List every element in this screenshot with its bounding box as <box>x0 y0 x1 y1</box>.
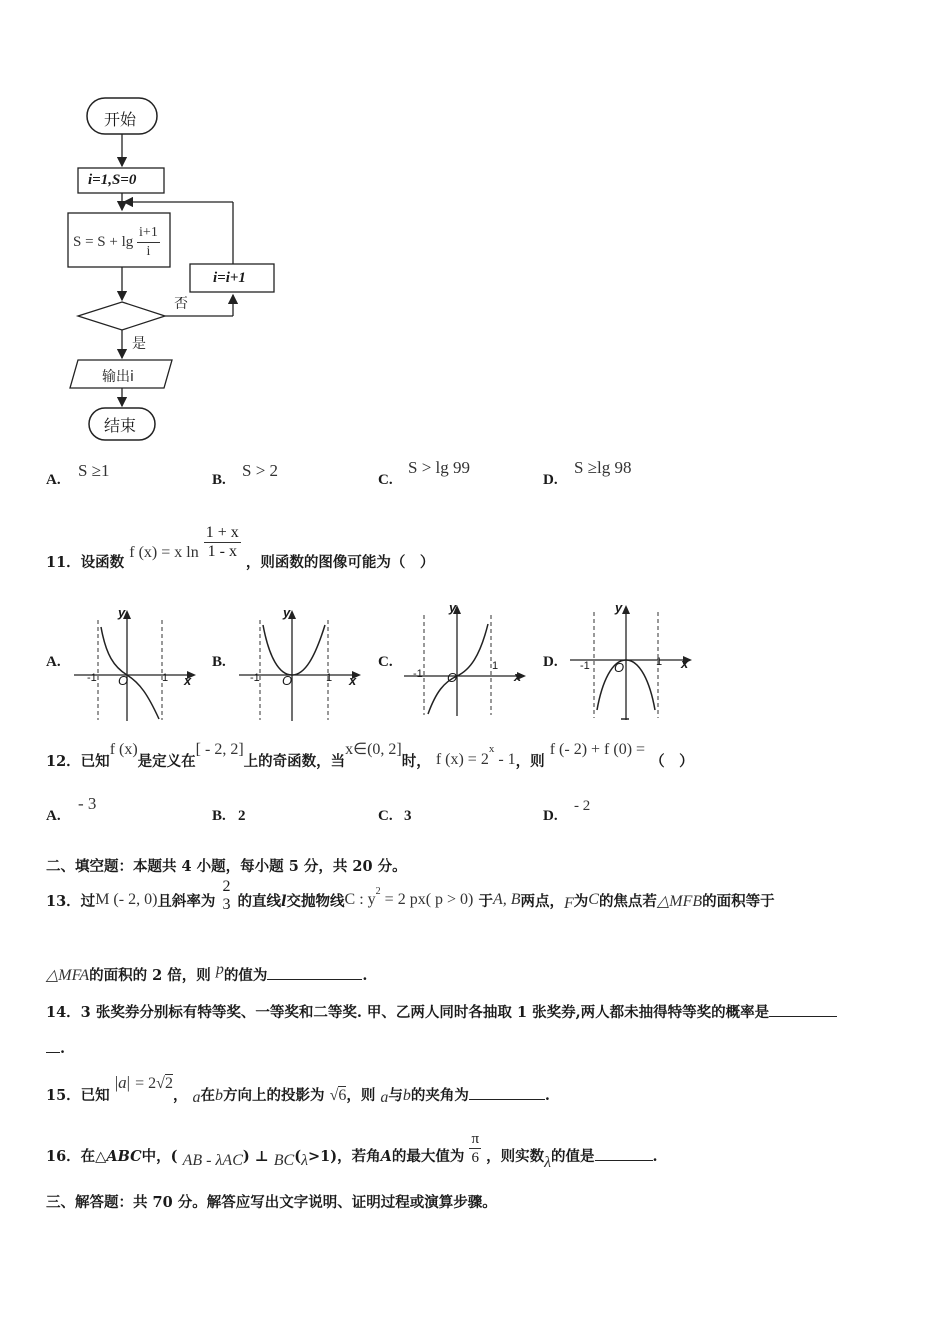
q13-stem-line2: △MFA的面积的 2 倍，则 p的值为 . <box>46 961 368 984</box>
q12-option-b-label: B. <box>212 808 226 824</box>
q13-slope-num: 2 <box>222 878 231 895</box>
condition-diamond <box>78 302 165 330</box>
increment-label: i=i+1 <box>213 270 246 286</box>
q15-answer-blank[interactable] <box>469 1099 545 1100</box>
q15-stem: 15．已知 |a| = 2√2， a在b方向上的投影为 √6，则 a与b的夹角为 . <box>46 1073 550 1106</box>
q12-option-a: - 3 <box>78 794 97 813</box>
yes-label: 是 <box>132 336 146 352</box>
q12-option-a-label: A. <box>46 808 61 824</box>
q14-answer-blank-cont[interactable] <box>46 1052 60 1053</box>
q12-option-b: 2 <box>238 808 246 824</box>
q11-d-tick-neg: -1 <box>580 660 590 672</box>
q11-b-tick-pos: 1 <box>326 672 333 684</box>
q10-option-c-label: C. <box>378 472 393 488</box>
q10-option-a: S ≥1 <box>78 461 110 480</box>
q11-d-x-label: x <box>681 656 689 671</box>
q11-graph-c <box>400 600 530 720</box>
q11-b-origin: O <box>282 673 293 688</box>
q12-option-c-label: C. <box>378 808 393 824</box>
q12-option-d-label: D. <box>543 808 558 824</box>
init-label: i=1,S=0 <box>88 172 137 188</box>
q11-a-tick-pos: 1 <box>162 672 169 684</box>
q11-b-tick-neg: -1 <box>250 672 260 684</box>
q10-option-d: S ≥lg 98 <box>574 458 632 477</box>
q16-six: 6 <box>471 1150 479 1166</box>
q12-option-d: - 2 <box>574 798 591 814</box>
q11-b-x-label: x <box>349 673 357 688</box>
q11-a-y-label: y <box>118 605 126 620</box>
flowchart <box>60 90 290 450</box>
q16-stem: 16．在△ABC中，( AB - λAC) ⊥ BC(λ>1)，若角A的最大值为 $\frac{\pi}{6}$ ，则实数λ的值是 . <box>46 1131 658 1171</box>
q14-stem-line2: . <box>46 1040 65 1057</box>
q11-option-d-label: D. <box>543 654 558 670</box>
q12-stem: 12．已知f (x)是定义在[ - 2, 2]上的奇函数，当x∈(0, 2]时， f $(x) = 2^x - 1$，则 f (- 2) + f (0) = （ ） <box>46 741 694 770</box>
q13-slope-den: 3 <box>222 896 231 913</box>
q10-option-d-label: D. <box>543 472 558 488</box>
q13-answer-blank[interactable] <box>267 979 362 980</box>
q11-option-b-label: B. <box>212 654 226 670</box>
q11-d-tick-pos: 1 <box>656 656 663 668</box>
q14-stem: 14．3 张奖券分别标有特等奖、一等奖和二等奖. 甲、乙两人同时各抽取 1 张奖券,两人都未抽得特等奖的概率是 <box>46 1001 837 1022</box>
q11-c-origin: O <box>447 670 458 685</box>
q10-option-b: S > 2 <box>242 461 279 480</box>
output-label: 输出i <box>102 369 134 385</box>
q11-d-y-label: y <box>615 600 623 615</box>
q11-d-origin: O <box>614 660 625 675</box>
section-fill-in-title: 二、填空题：本题共 4 小题，每小题 5 分，共 20 分。 <box>46 858 407 875</box>
q11-c-tick-neg: -1 <box>413 668 423 680</box>
q11-c-tick-pos: 1 <box>492 660 499 672</box>
update-label: S = S + lg $\frac{i+1}{i}$ <box>73 225 158 259</box>
q11-c-y-label: y <box>449 600 457 615</box>
q12-option-c: 3 <box>404 808 412 824</box>
section-answer-title: 三、解答题：共 70 分。解答应写出文字说明、证明过程或演算步骤。 <box>46 1194 497 1211</box>
q10-option-b-label: B. <box>212 472 226 488</box>
q11-stem: 11．设函数 f (x) = x ln $\frac{1 + x}{1 - x}$ ，则函数的图像可能为（ ） <box>46 524 435 571</box>
start-label: 开始 <box>104 110 137 129</box>
update-num: i+1 <box>137 224 160 243</box>
q11-option-a-label: A. <box>46 654 61 670</box>
q11-a-x-label: x <box>184 673 192 688</box>
update-den: i <box>146 244 151 259</box>
end-label: 结束 <box>104 416 137 435</box>
q11-graph-a <box>70 605 200 725</box>
no-label: 否 <box>174 296 188 312</box>
q16-pi: π <box>471 1131 480 1147</box>
q13-stem: 13．过M (- 2, 0)且斜率为 2 3 的直线l交抛物线C : $y^2 = 2$ px( p > 0) 于A, B两点，F为C的焦点若△MFB的面积等于 <box>46 878 775 913</box>
q11-func-den: 1 - x <box>207 543 237 560</box>
q11-graph-b <box>235 605 365 725</box>
q11-option-c-label: C. <box>378 654 393 670</box>
q11-a-tick-neg: -1 <box>87 672 97 684</box>
q16-answer-blank[interactable] <box>595 1160 653 1161</box>
q14-answer-blank[interactable] <box>769 1016 837 1017</box>
q11-a-origin: O <box>118 673 129 688</box>
q11-b-y-label: y <box>283 605 291 620</box>
q11-func-num: 1 + x <box>205 524 239 541</box>
q10-option-a-label: A. <box>46 472 61 488</box>
q10-option-c: S > lg 99 <box>408 458 471 477</box>
q11-c-x-label: x <box>514 669 522 684</box>
